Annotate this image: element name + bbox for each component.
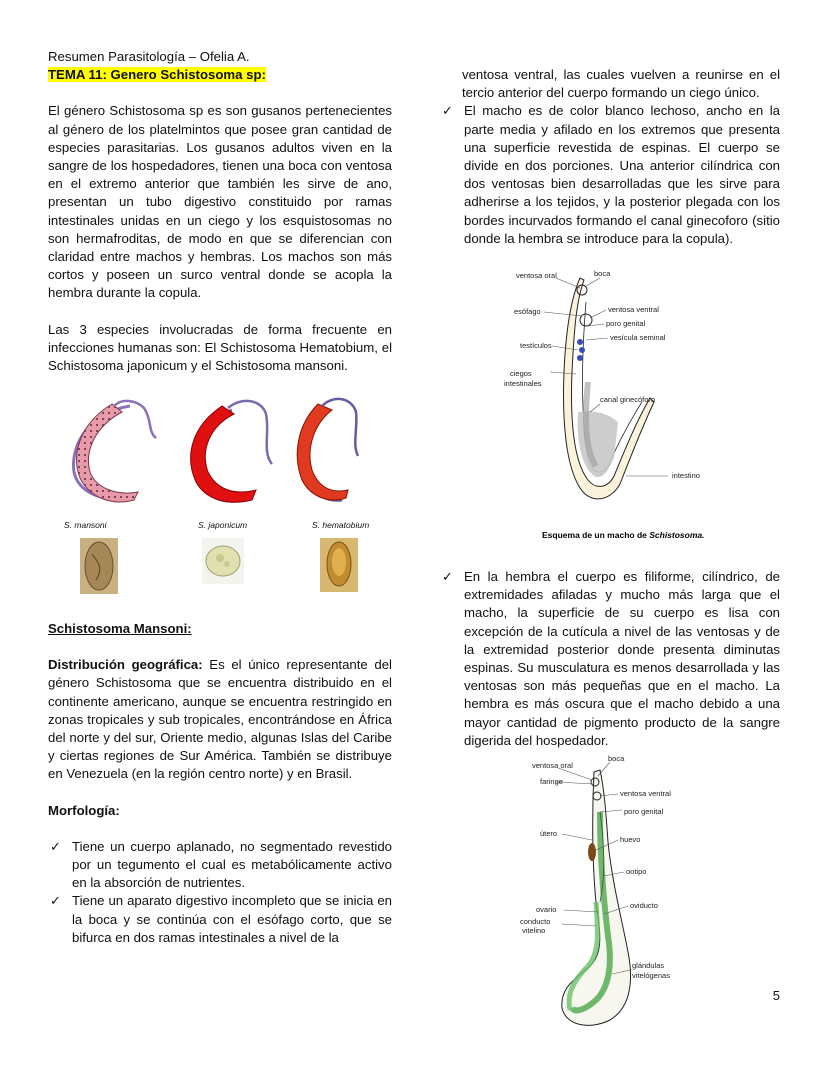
label-boca: boca	[594, 269, 611, 278]
label-ovario: ovario	[536, 905, 557, 914]
check-icon: ✓	[442, 569, 453, 584]
label-glandulas: glándulas	[632, 961, 665, 970]
label-testiculos: testículos	[520, 341, 552, 350]
label-conducto: conducto	[520, 917, 551, 926]
label-intestinales: intestinales	[504, 379, 542, 388]
caption-hematobium: S. hematobium	[312, 520, 370, 530]
intro-paragraph: El género Schistosoma sp es son gusanos pertenecientes al género de los platelmintos que posee gran cantidad de especies parasitarias. Los gusanos adultos viven en la sangre de los hospedadores, tienen una boca con ventosa en el extremo anterior que también les sirve de ano, presentan un tubo digestivo constituido por ramas intestinales unidas en un ciego y los esquistosomas no son hermafroditas, de modo en que se diferencian con claridad entre machos y hembras. Los machos son más cortos y poseen un surco ventral donde se acopla la hembra durante la copula.	[48, 103, 392, 301]
distribution-label: Distribución geográfica:	[48, 657, 203, 673]
male-figure-caption: Esquema de un macho de Schistosoma.	[542, 530, 705, 540]
label-vitelino: vitelino	[522, 926, 546, 935]
male-description: El macho es de color blanco lechoso, ancho en la parte media y afilado en los extremos que presenta una superficie revestida de espinas. El cuerpo se divide en dos porciones. Una anterior cilíndrica con dos ventosas bien desarrolladas que les sirve para adherirse a los tejidos, y la posterior plegada con los bordes incurvados formando el canal ginecoforo (sitio donde la hembra se introduce para la copula).	[464, 103, 780, 246]
female-schema-figure	[500, 752, 720, 1034]
label-poro-genital: poro genital	[606, 319, 646, 328]
label-vesicula: vesícula seminal	[610, 333, 666, 342]
page-number: 5	[772, 988, 780, 1003]
label-ventosa-oral: ventosa oral	[516, 271, 557, 280]
continuation-text: ventosa ventral, las cuales vuelven a reunirse en el tercio anterior del cuerpo formando un ciego único.	[462, 67, 780, 101]
label-huevo: huevo	[620, 835, 641, 844]
hematobium-egg-image	[320, 538, 358, 592]
check-icon: ✓	[50, 893, 61, 909]
label-esofago: esófago	[514, 307, 541, 316]
distribution-text: Es el único representante del género Schistosoma que se encuentra distribuido en el continente americano, aunque se encuentra restringido en zonas tropicales y sub tropicales, encontrándose en África del norte y del sur, Oriente medio, algunas Islas del Caribe y ciertas regiones de Sur América. También se distribuye en Venezuela (en la región centro norte) y en Brasil.	[48, 657, 392, 782]
list-item	[440, 66, 780, 102]
female-description: En la hembra el cuerpo es filiforme, cilíndrico, de extremidades afiladas y mucho más larga que el macho, la superficie de su cuerpo es lisa con excepción de la cutícula a nivel de las ventosas y de la extremidad posterior donde presenta diminutas espinas. Su musculatura es menos desarrollada y las ventosas son más pequeñas que en el macho. La hembra es más oscura que el macho debido a una mayor cantidad de pigmento producto de la sangre digerida del hospedador.	[464, 569, 780, 748]
male-schema-figure	[496, 262, 746, 552]
label-ventosa-oral: ventosa oral	[532, 761, 573, 770]
species-figure	[52, 392, 392, 602]
topic-title: TEMA 11: Genero Schistosoma sp:	[48, 67, 266, 83]
morphology-list	[48, 838, 392, 947]
japonicum-egg-image	[202, 538, 244, 584]
list-item: ✓ Tiene un aparato digestivo incompleto que se inicia en la boca y se continúa con el esófago corto, que se bifurca en dos ramas intestinales a nivel de la	[50, 893, 392, 945]
label-boca: boca	[608, 754, 625, 763]
section-title: Schistosoma Mansoni:	[48, 621, 192, 636]
label-oviducto: oviducto	[630, 901, 658, 910]
list-item	[440, 102, 780, 248]
check-icon: ✓	[442, 103, 453, 119]
label-faringe: faringe	[540, 777, 563, 786]
mansoni-section	[48, 620, 392, 947]
caption-japonicum: S. japonicum	[198, 520, 248, 530]
label-ciegos: ciegos	[510, 369, 532, 378]
mansoni-egg-image	[80, 538, 118, 594]
label-vitelogenas: vitelógenas	[632, 971, 670, 980]
label-utero: útero	[540, 829, 558, 838]
japonicum-worm-image	[191, 401, 272, 502]
left-column	[48, 48, 392, 375]
label-intestino: intestino	[672, 471, 700, 480]
label-poro-genital: poro genital	[624, 807, 664, 816]
right-column-top	[440, 66, 780, 248]
species-paragraph: Las 3 especies involucradas de forma frecuente en infecciones humanas son: El Schistosoma Hematobium, el Schistosoma japonicum y el Schistosoma mansoni.	[48, 321, 392, 374]
caption-mansoni: S. mansoni	[64, 520, 107, 530]
hematobium-worm-image	[297, 399, 358, 500]
label-ootipo: ootipo	[626, 867, 647, 876]
label-ventosa-ventral: ventosa ventral	[608, 305, 659, 314]
check-icon: ✓	[50, 838, 61, 854]
label-ventosa-ventral: ventosa ventral	[620, 789, 671, 798]
list-item	[440, 568, 780, 750]
label-canal: canal ginecóforo	[600, 395, 656, 404]
mansoni-worm-image	[74, 401, 156, 502]
doc-title: Resumen Parasitología – Ofelia A.	[48, 49, 250, 64]
right-column-female	[440, 568, 780, 750]
list-item: ✓ Tiene un cuerpo aplanado, no segmentado revestido por un tegumento el cual es metabólicamente activo en la absorción de nutrientes.	[50, 838, 392, 891]
morphology-label: Morfología:	[48, 802, 120, 818]
